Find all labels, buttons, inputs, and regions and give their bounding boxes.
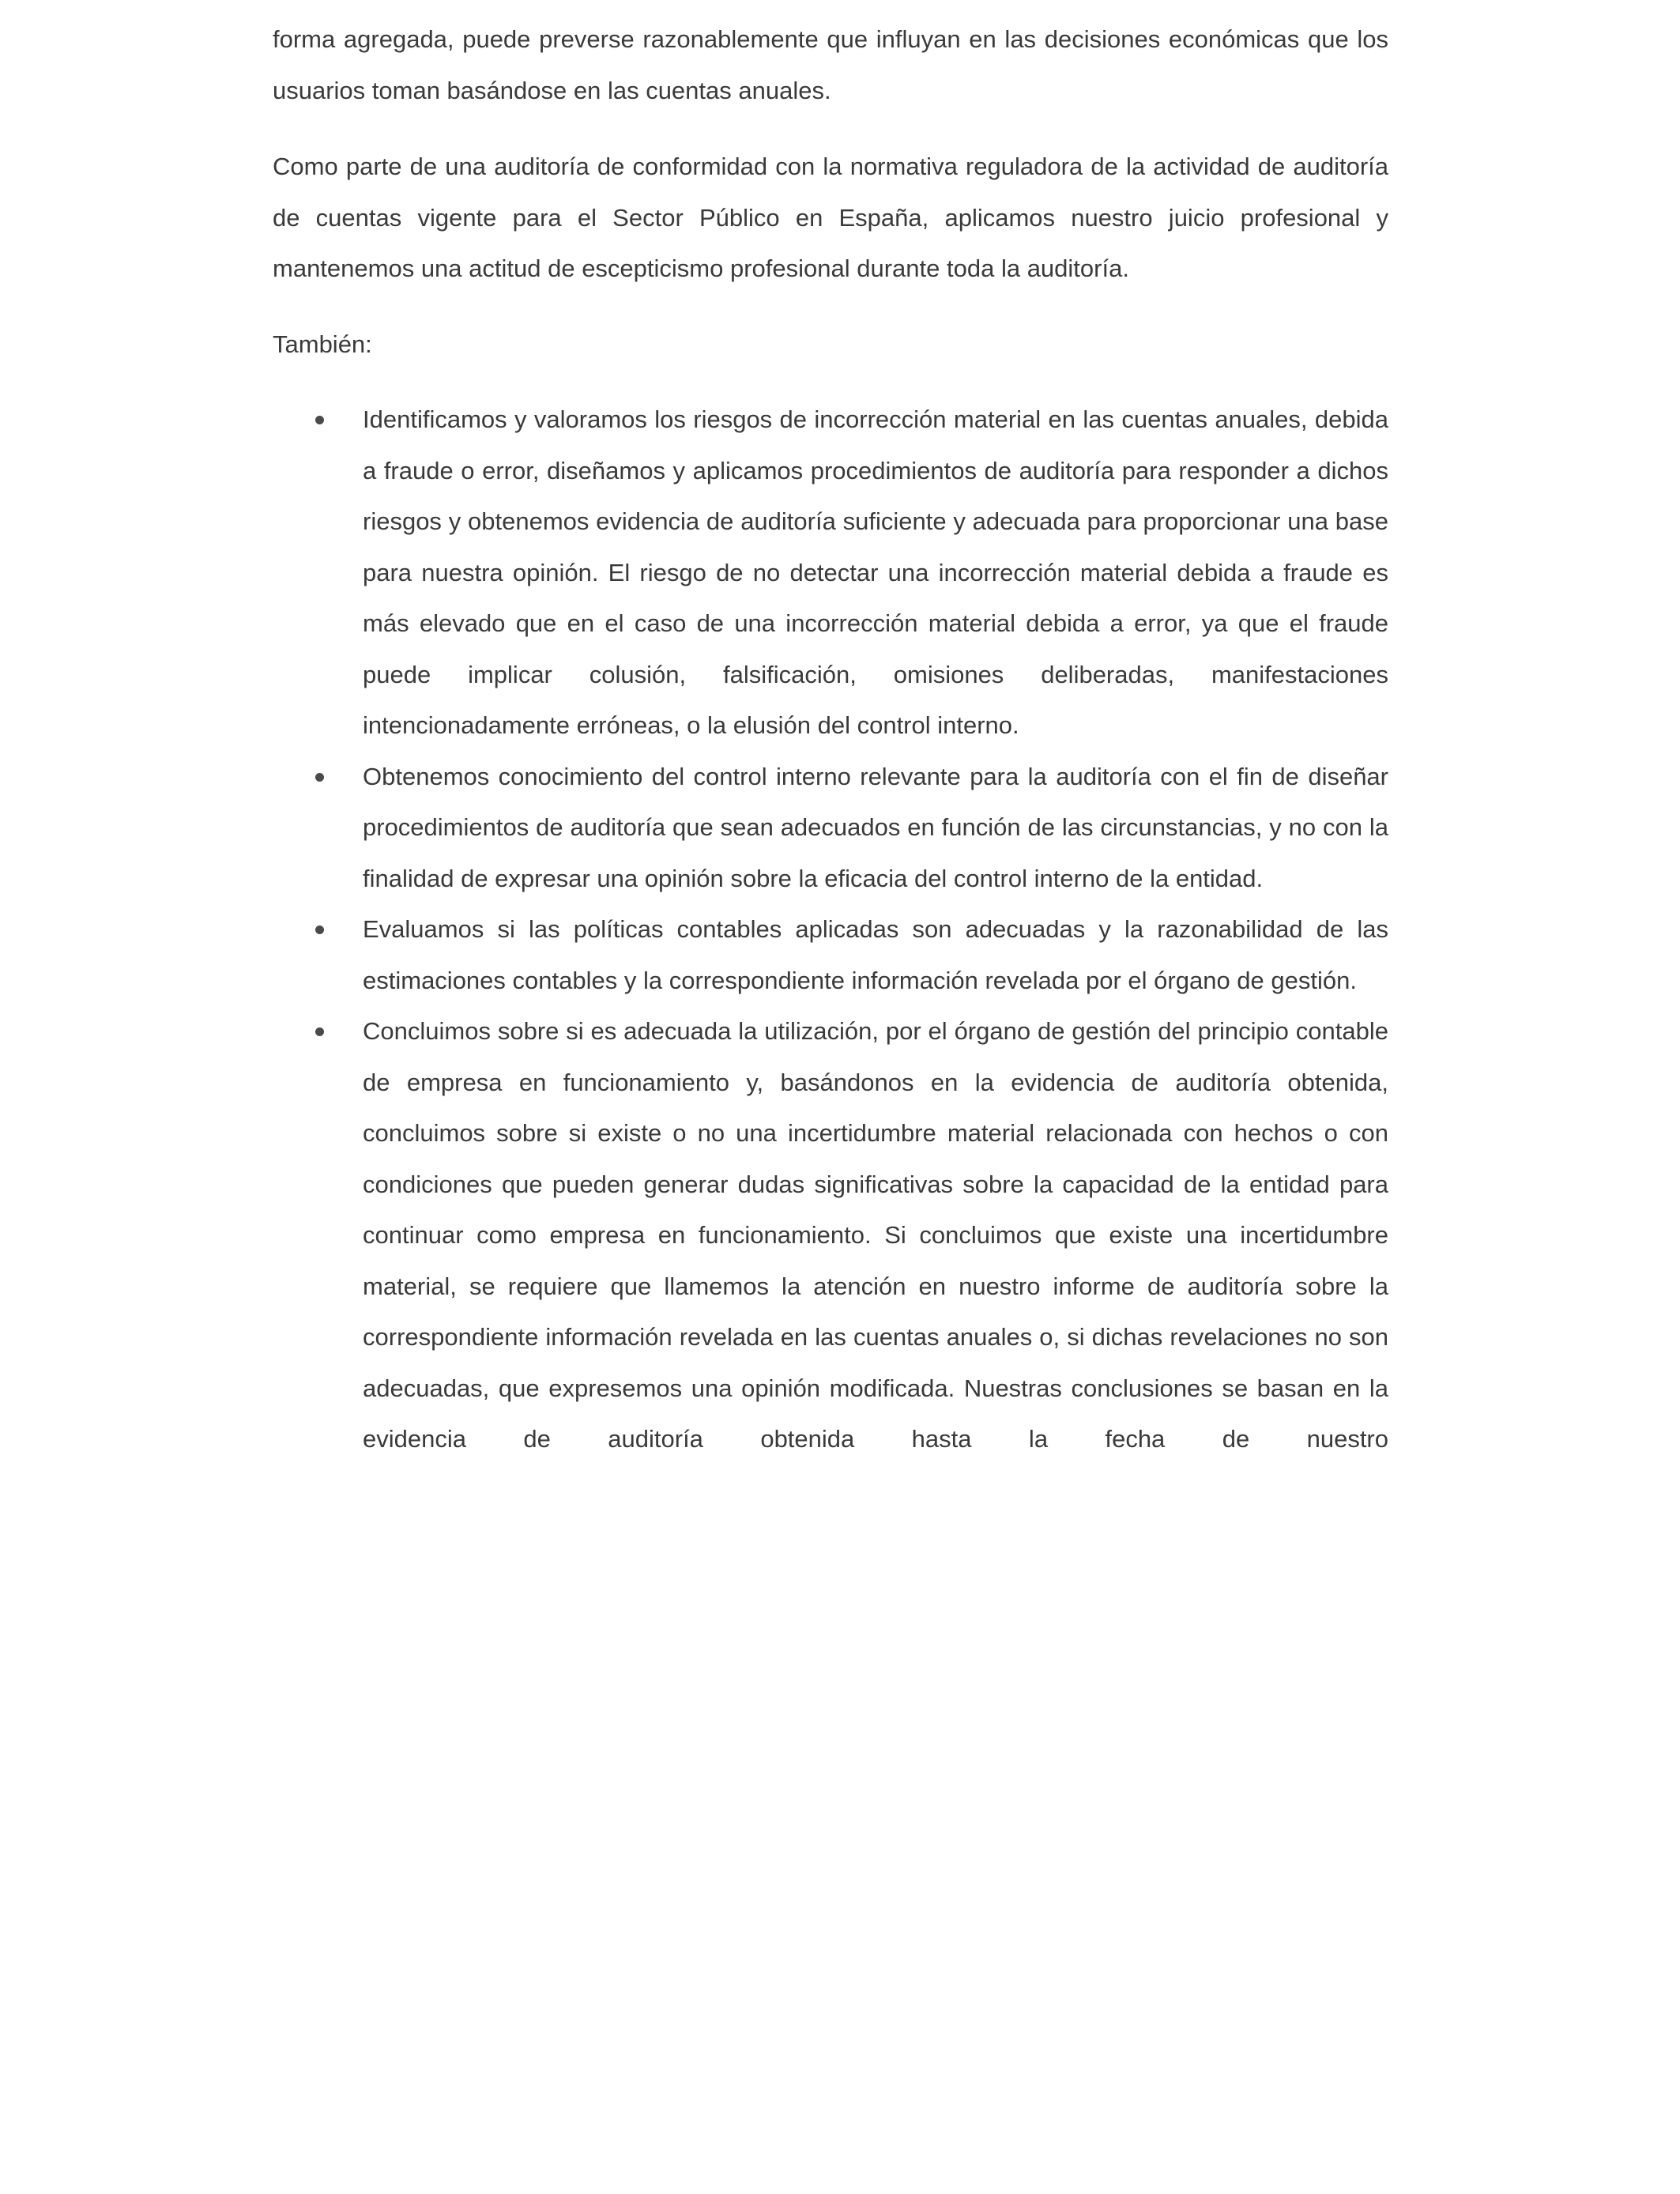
- bullet-text: Evaluamos si las políticas contables aplicadas son adecuadas y la razonabilidad de las estimaciones contables y la correspondiente información revelada por el órgano de gestión.: [363, 915, 1388, 994]
- bullet-dot-icon: [315, 416, 324, 424]
- paragraph-intro: forma agregada, puede preverse razonablemente que influyan en las decisiones económicas que los usuarios toman basándose en las cuentas anuales.: [273, 25, 1388, 104]
- bullet-dot-icon: [315, 773, 324, 782]
- bullet-item-going-concern: [273, 1006, 1388, 1465]
- bullet-text: Concluimos sobre si es adecuada la utilización, por el órgano de gestión del principio contable de empresa en funcionamiento y, basándonos en la evidencia de auditoría obtenida, concluimos sobre si existe o no una incertidumbre material relacionada con hechos o con condiciones que pueden generar dudas significativas sobre la capacidad de la entidad para continuar como empresa en funcionamiento. Si concluimos que existe una incertidumbre material, se requiere que llamemos la atención en nuestro informe de auditoría sobre la correspondiente información revelada en las cuentas anuales o, si dichas revelaciones no son adecuadas, que expresemos una opinión modificada. Nuestras conclusiones se basan en la evidencia de auditoría obtenida hasta la fecha de nuestro: [363, 1017, 1388, 1453]
- bullet-dot-icon: [315, 1027, 324, 1036]
- paragraph-tambien: También:: [273, 330, 372, 358]
- bullet-item-internal-control: [273, 752, 1388, 905]
- bullet-list: [273, 394, 1388, 1465]
- bullet-item-risks: [273, 394, 1388, 752]
- bullet-text: Obtenemos conocimiento del control interno relevante para la auditoría con el fin de diseñar procedimientos de auditoría que sean adecuados en función de las circunstancias, y no con la finalidad de expresar una opinión sobre la eficacia del control interno de la entidad.: [363, 762, 1388, 892]
- bullet-dot-icon: [315, 925, 324, 934]
- bullet-item-accounting-policies: [273, 904, 1388, 1006]
- paragraph-audit-scope: Como parte de una auditoría de conformidad con la normativa reguladora de la actividad de auditoría de cuentas vigente para el Sector Público en España, aplicamos nuestro juicio profesional y mantenemos una actitud de escepticismo profesional durante toda la auditoría.: [273, 153, 1388, 282]
- bullet-text: Identificamos y valoramos los riesgos de incorrección material en las cuentas anuales, debida a fraude o error, diseñamos y aplicamos procedimientos de auditoría para responder a dichos riesgos y obtenemos evidencia de auditoría suficiente y adecuada para proporcionar una base para nuestra opinión. El riesgo de no detectar una incorrección material debida a fraude es más elevado que en el caso de una incorrección material debida a error, ya que el fraude puede implicar colusión, falsificación, omisiones deliberadas, manifestaciones intencionadamente erróneas, o la elusión del control interno.: [363, 405, 1388, 739]
